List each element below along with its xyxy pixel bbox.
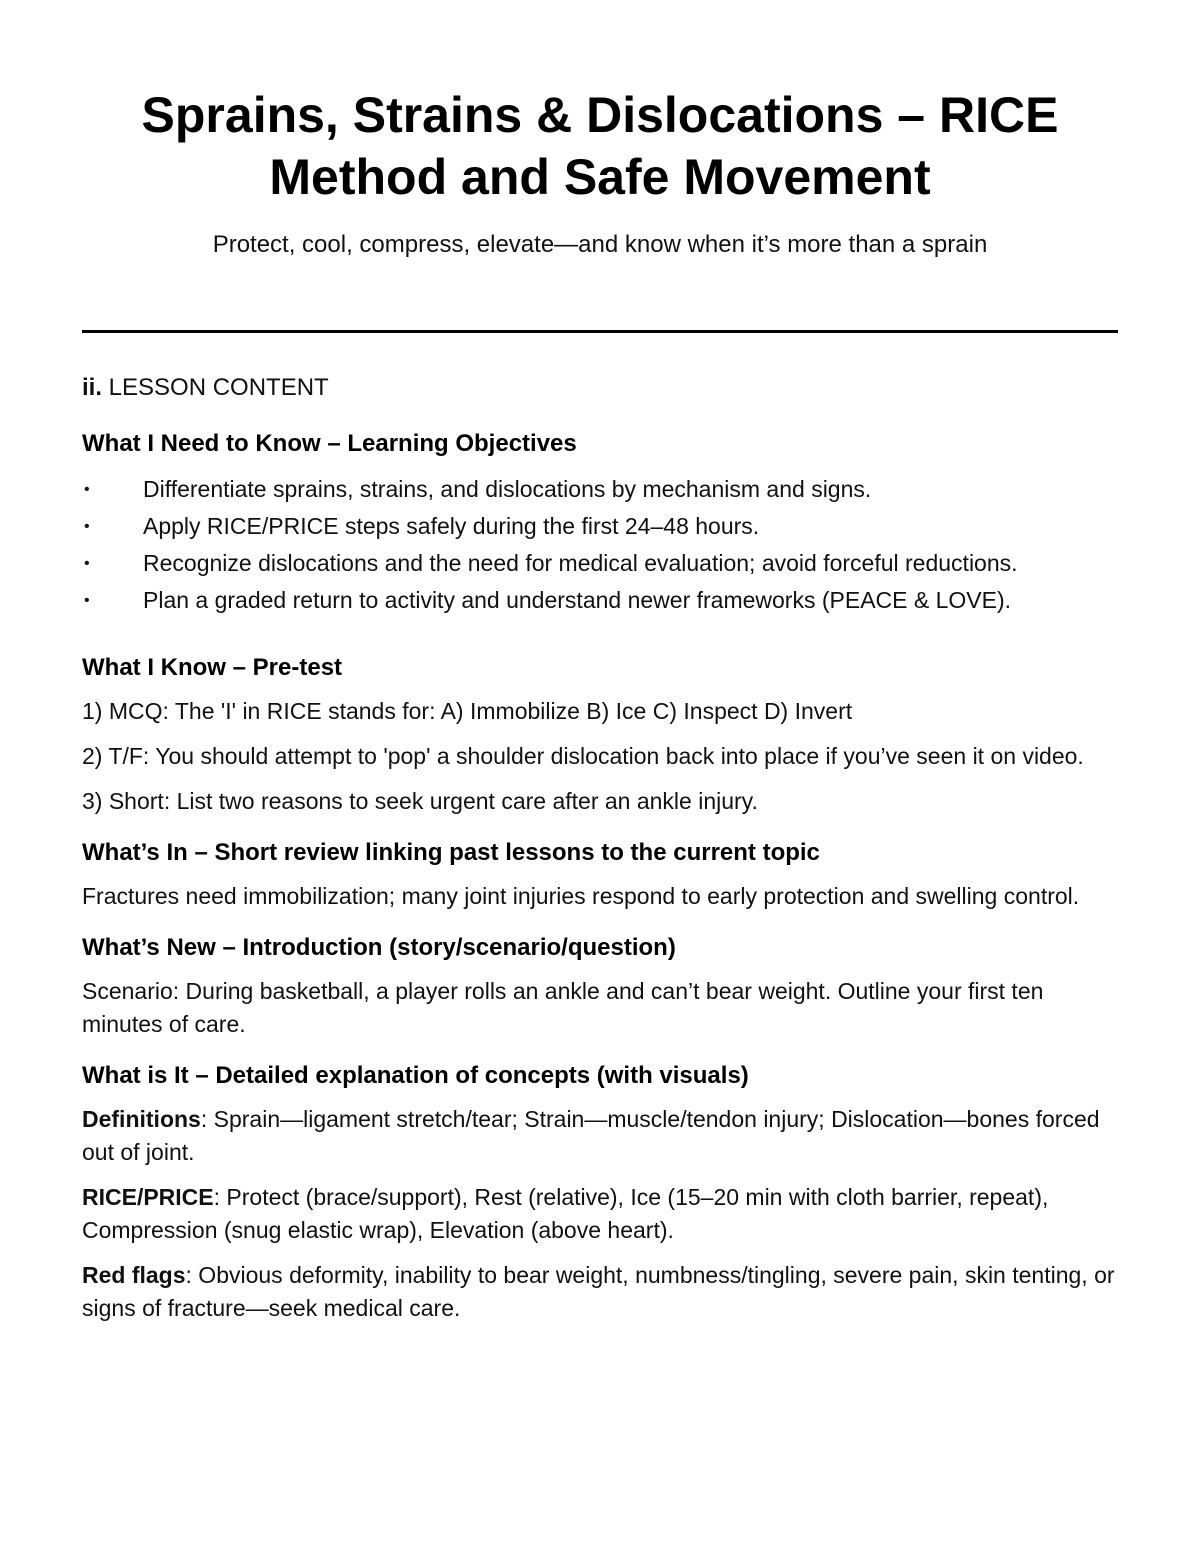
whats-new-heading: What’s New – Introduction (story/scenario/question) <box>82 934 676 961</box>
list-item <box>82 545 1118 582</box>
rice-text: : Protect (brace/support), Rest (relative), Ice (15–20 min with cloth barrier, repeat), Compression (snug elastic wrap), Elevation (above heart). <box>82 1184 1049 1243</box>
objectives-list <box>82 471 1118 619</box>
whats-new-text: Scenario: During basketball, a player rolls an ankle and can’t bear weight. Outline your first ten minutes of care. <box>82 978 1044 1037</box>
horizontal-divider <box>82 330 1118 333</box>
document-page <box>82 84 1118 1325</box>
definitions-text: : Sprain—ligament stretch/tear; Strain—muscle/tendon injury; Dislocation—bones forced out of joint. <box>82 1106 1100 1165</box>
pretest-question-3: 3) Short: List two reasons to seek urgent care after an ankle injury. <box>82 788 758 814</box>
whats-in-heading: What’s In – Short review linking past lessons to the current topic <box>82 839 820 866</box>
section-label <box>82 373 1118 403</box>
rice-term: RICE/PRICE <box>82 1184 214 1210</box>
pretest-question-2: 2) T/F: You should attempt to 'pop' a shoulder dislocation back into place if you’ve seen it on video. <box>82 743 1084 769</box>
section-label-text: LESSON CONTENT <box>102 374 329 401</box>
bullet-icon: • <box>84 592 90 609</box>
what-is-it-heading: What is It – Detailed explanation of concepts (with visuals) <box>82 1062 749 1089</box>
definitions-paragraph <box>82 1103 1118 1169</box>
pretest-question-1: 1) MCQ: The 'I' in RICE stands for: A) Immobilize B) Ice C) Inspect D) Invert <box>82 698 853 724</box>
objective-text: Plan a graded return to activity and understand newer frameworks (PEACE & LOVE). <box>143 587 1012 613</box>
objective-text: Differentiate sprains, strains, and dislocations by mechanism and signs. <box>143 476 872 502</box>
list-item <box>82 582 1118 619</box>
bullet-icon: • <box>84 555 90 572</box>
objective-text: Apply RICE/PRICE steps safely during the first 24–48 hours. <box>143 513 760 539</box>
red-flags-paragraph <box>82 1259 1118 1325</box>
list-item <box>82 508 1118 545</box>
bullet-icon: • <box>84 518 90 535</box>
objectives-heading: What I Need to Know – Learning Objectives <box>82 430 577 457</box>
list-item <box>82 471 1118 508</box>
section-prefix: ii. <box>82 374 103 401</box>
bullet-icon: • <box>84 481 90 498</box>
pretest-heading: What I Know – Pre-test <box>82 654 343 681</box>
whats-in-text: Fractures need immobilization; many joint injuries respond to early protection and swelling control. <box>82 883 1080 909</box>
document-subtitle: Protect, cool, compress, elevate—and know when it’s more than a sprain <box>212 231 988 258</box>
rice-paragraph <box>82 1181 1118 1247</box>
red-flags-text: : Obvious deformity, inability to bear weight, numbness/tingling, severe pain, skin tenting, or signs of fracture—seek medical care. <box>82 1262 1115 1321</box>
objective-text: Recognize dislocations and the need for medical evaluation; avoid forceful reductions. <box>143 550 1018 576</box>
document-title: Sprains, Strains & Dislocations – RICE Method and Safe Movement <box>141 87 1059 205</box>
red-flags-term: Red flags <box>82 1262 186 1288</box>
definitions-term: Definitions <box>82 1106 201 1132</box>
